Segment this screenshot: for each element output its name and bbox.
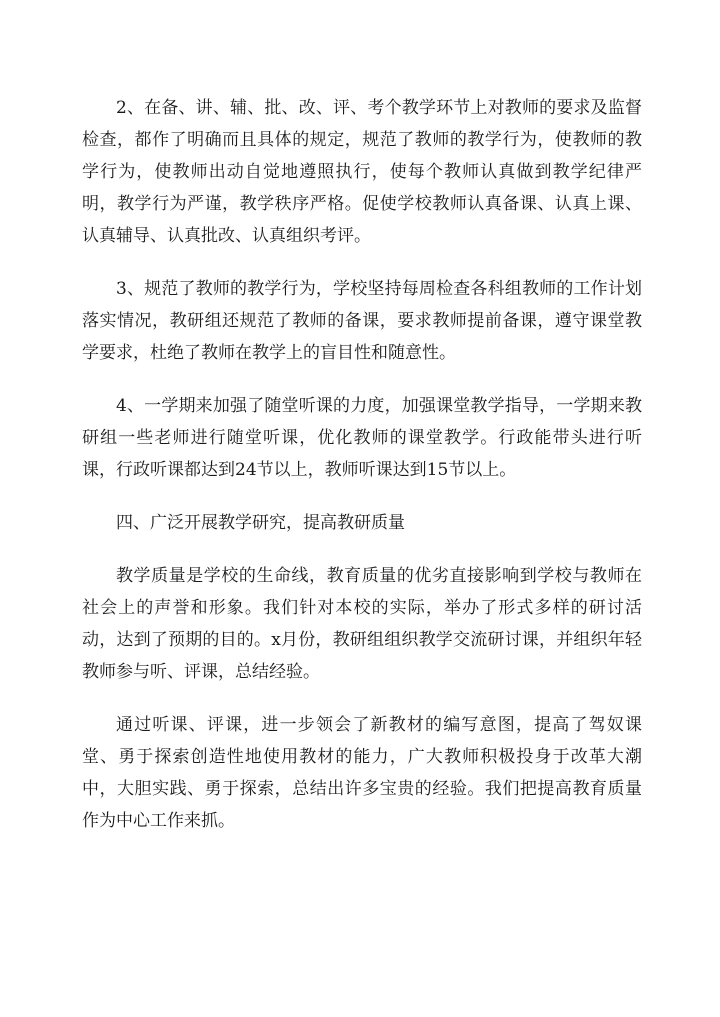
- paragraph-item-2: 2、在备、讲、辅、批、改、评、考个教学环节上对教师的要求及监督检查，都作了明确而且具体的规定，规范了教师的教学行为，使教师的教学行为，使教师出动自觉地遵照执行，使每个教师认真做到教学纪律严明，教学行为严谨，教学秩序严格。促使学校教师认真备课、认真上课、认真辅导、认真批改、认真组织考评。: [82, 98, 642, 246]
- document-body: [82, 92, 642, 858]
- paragraph-teaching-quality: 教学质量是学校的生命线，教育质量的优劣直接影响到学校与教师在社会上的声誉和形象。我们针对本校的实际，举办了形式多样的研讨活动，达到了预期的目的。x月份，教研组组织教学交流研讨课，并组织年轻教师参与听、评课，总结经验。: [82, 566, 642, 682]
- section-heading: 四、广泛开展教学研究，提高教研质量: [116, 513, 405, 533]
- paragraph-item-3: 3、规范了教师的教学行为，学校坚持每周检查各科组教师的工作计划落实情况，教研组还规范了教师的备课，要求教师提前备课，遵守课堂教学要求，杜绝了教师在教学上的盲目性和随意性。: [82, 279, 642, 363]
- paragraph-item-4: 4、一学期来加强了随堂听课的力度，加强课堂教学指导，一学期来教研组一些老师进行随堂听课，优化教师的课堂教学。行政能带头进行听课，行政听课都达到24节以上，教师听课达到15节以上。: [82, 396, 642, 480]
- paragraph-lesson-review: 通过听课、评课，进一步领会了新教材的编写意图，提高了驾奴课堂、勇于探索创造性地使用教材的能力，广大教师积极投身于改革大潮中，大胆实践、勇于探索，总结出许多宝贵的经验。我们把提高教育质量作为中心工作来抓。: [82, 715, 642, 831]
